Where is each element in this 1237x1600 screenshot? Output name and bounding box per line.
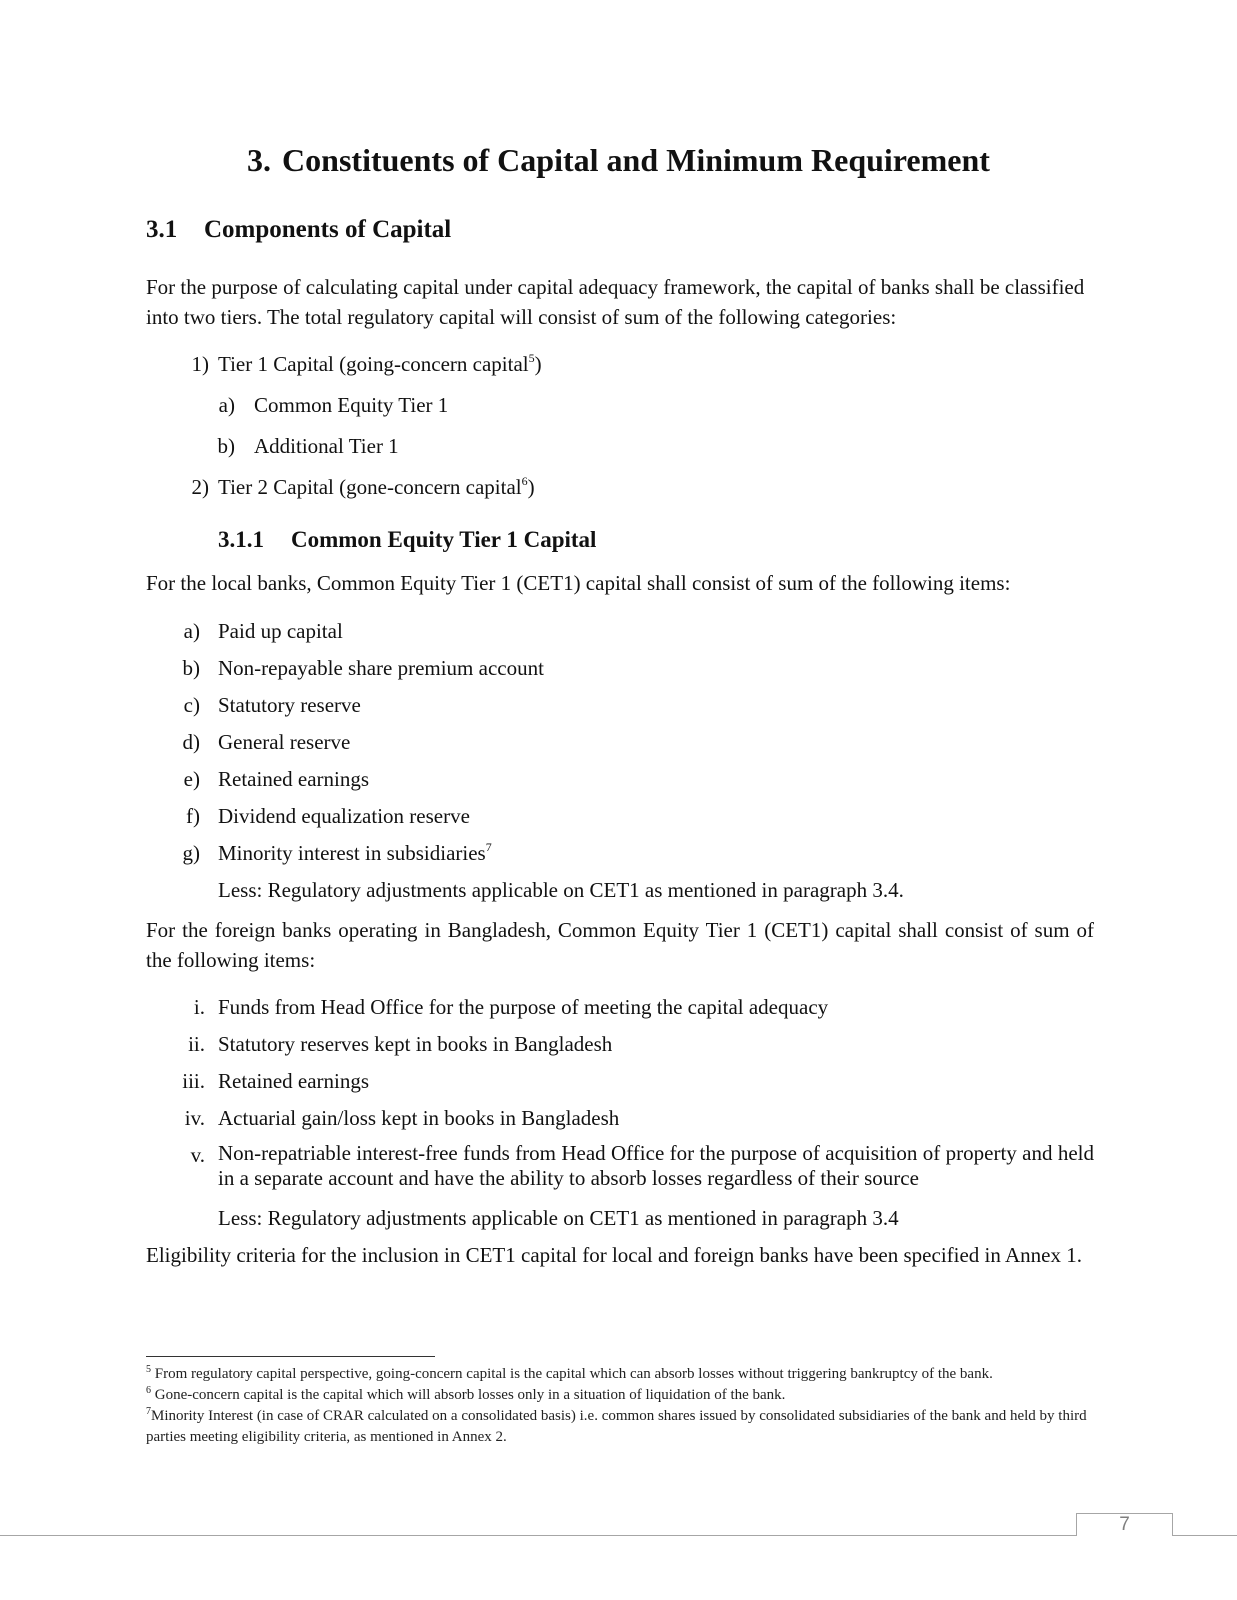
footnote-ref: 6 xyxy=(521,474,528,488)
list-text: Non-repatriable interest-free funds from Head Office for the purpose of acquisition of property and held in a separate account and have the ability to absorb losses regardless of their source xyxy=(218,1141,1094,1190)
footer-rule xyxy=(0,1535,1076,1536)
footnote xyxy=(146,1406,1094,1448)
list-marker: d) xyxy=(182,730,200,754)
list-text: Tier 1 Capital (going-concern capital xyxy=(218,352,529,376)
list-marker: i. xyxy=(193,995,205,1019)
list-marker: e) xyxy=(183,767,200,791)
list-marker: 2) xyxy=(191,475,209,499)
list-text: Actuarial gain/loss kept in books in Bangladesh xyxy=(218,1106,620,1130)
list-item xyxy=(0,728,1237,756)
list-marker: v. xyxy=(190,1143,205,1167)
list-text: General reserve xyxy=(218,730,351,754)
intro-paragraph: For the purpose of calculating capital under capital adequacy framework, the capital of banks shall be classified into two tiers. The total regulatory capital will consist of sum of the following categories: xyxy=(146,275,1085,329)
footnote-mark: 5 xyxy=(146,1364,151,1375)
section-heading xyxy=(0,142,1237,179)
footnote-separator xyxy=(146,1356,435,1357)
local-less-line: Less: Regulatory adjustments applicable on CET1 as mentioned in paragraph 3.4. xyxy=(218,878,904,902)
footnote-text: Minority Interest (in case of CRAR calculated on a consolidated basis) i.e. common shares issued by consolidated subsidiaries of the bank and held by third parties meeting eligibility criteria, as mentioned in Annex 2. xyxy=(146,1408,1087,1445)
list-marker: b) xyxy=(217,434,235,458)
list-text: Retained earnings xyxy=(218,1069,370,1093)
list-marker: a) xyxy=(183,619,200,643)
list-item xyxy=(0,432,1237,460)
list-marker: iv. xyxy=(184,1106,205,1130)
subsection-title: Components of Capital xyxy=(204,216,452,243)
footnote-ref: 7 xyxy=(485,840,492,854)
footnote-text: Gone-concern capital is the capital which will absorb losses only in a situation of liquidation of the bank. xyxy=(151,1387,786,1403)
list-marker: ii. xyxy=(188,1032,205,1056)
list-item: 2) Tier 2 Capital (gone-concern capital$^6$) xyxy=(0,473,1237,501)
subsection-number: 3.1 xyxy=(146,216,178,243)
foreign-intro-paragraph: For the foreign banks operating in Bangladesh, Common Equity Tier 1 (CET1) capital shall consist of sum of the following items: xyxy=(146,918,1094,972)
list-text: Minority interest in subsidiaries xyxy=(218,841,486,865)
list-text: Additional Tier 1 xyxy=(254,434,399,458)
list-item: 1) Tier 1 Capital (going-concern capital$^5$) xyxy=(0,350,1237,378)
list-item xyxy=(0,839,1237,867)
list-item xyxy=(0,802,1237,830)
footnote-mark: 7 xyxy=(146,1406,151,1417)
foreign-less-line: Less: Regulatory adjustments applicable on CET1 as mentioned in paragraph 3.4 xyxy=(218,1206,899,1230)
list-item xyxy=(0,1104,1237,1132)
footnote xyxy=(146,1385,1094,1406)
footnote-mark: 6 xyxy=(146,1385,151,1396)
list-marker: iii. xyxy=(182,1069,205,1093)
list-text: Statutory reserves kept in books in Bangladesh xyxy=(218,1032,613,1056)
list-marker: a) xyxy=(218,393,235,417)
list-marker: 1) xyxy=(191,352,209,376)
list-item xyxy=(0,691,1237,719)
section-number: 3. xyxy=(247,142,272,178)
list-item xyxy=(0,1067,1237,1095)
subsection-heading xyxy=(146,216,451,244)
list-item xyxy=(0,391,1237,419)
list-text: Statutory reserve xyxy=(218,693,361,717)
list-item xyxy=(0,1030,1237,1058)
list-marker: b) xyxy=(182,656,200,680)
list-item xyxy=(0,1141,1237,1197)
list-marker: c) xyxy=(183,693,200,717)
list-text: Tier 2 Capital (gone-concern capital xyxy=(218,475,522,499)
subsubsection-number: 3.1.1 xyxy=(218,527,264,552)
list-marker: g) xyxy=(182,841,200,865)
list-text: Non-repayable share premium account xyxy=(218,656,544,680)
subsubsection-title: Common Equity Tier 1 Capital xyxy=(291,527,597,552)
list-item xyxy=(0,993,1237,1021)
list-text: Retained earnings xyxy=(218,767,370,791)
list-text: Dividend equalization reserve xyxy=(218,804,470,828)
subsubsection-heading xyxy=(218,527,596,553)
list-text: Paid up capital xyxy=(218,619,343,643)
footnote-ref: 5 xyxy=(528,351,535,365)
eligibility-paragraph: Eligibility criteria for the inclusion in CET1 capital for local and foreign banks have been specified in Annex 1. xyxy=(146,1243,1082,1267)
list-item xyxy=(0,617,1237,645)
list-item xyxy=(0,765,1237,793)
list-item xyxy=(0,654,1237,682)
page-number: 7 xyxy=(1119,1514,1130,1535)
list-text: Funds from Head Office for the purpose of meeting the capital adequacy xyxy=(218,995,829,1019)
list-marker: f) xyxy=(186,804,200,828)
section-title: Constituents of Capital and Minimum Requirement xyxy=(282,142,990,178)
local-intro-paragraph: For the local banks, Common Equity Tier 1 (CET1) capital shall consist of sum of the following items: xyxy=(146,571,1011,595)
footnote xyxy=(146,1364,1094,1385)
list-text: Common Equity Tier 1 xyxy=(254,393,449,417)
footer-rule xyxy=(1172,1535,1237,1536)
footnote-text: From regulatory capital perspective, going-concern capital is the capital which can absorb losses without triggering bankruptcy of the bank. xyxy=(151,1366,993,1382)
